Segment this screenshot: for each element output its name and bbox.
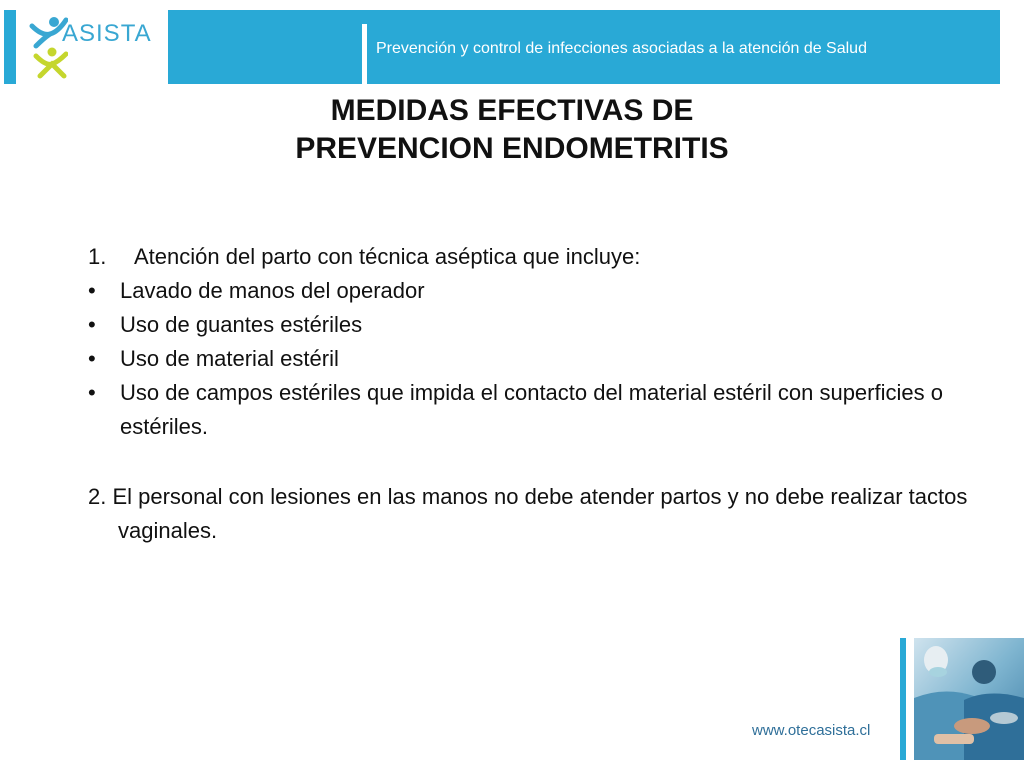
slide-body — [88, 240, 968, 548]
header-divider — [362, 24, 367, 84]
numbered-item-2: 2. El personal con lesiones en las manos no debe atender partos y no debe realizar tactos vaginales. — [88, 484, 968, 543]
bullet-marker: • — [88, 278, 96, 303]
numbered-item-1-text: Atención del parto con técnica aséptica que incluye: — [134, 244, 641, 269]
bullet-item — [88, 376, 968, 444]
logo-text: ASISTA — [62, 20, 152, 47]
header-left-strip — [4, 10, 16, 84]
asista-logo — [28, 12, 158, 80]
header-tagline: Prevención y control de infecciones asociadas a la atención de Salud — [376, 40, 867, 57]
bullet-text: Uso de material estéril — [120, 346, 339, 371]
bullet-marker: • — [88, 380, 96, 405]
slide-title — [112, 92, 912, 168]
surgery-photo — [914, 638, 1024, 760]
footer-url[interactable]: www.otecasista.cl — [752, 722, 871, 739]
slide-title-line-1: MEDIDAS EFECTIVAS DE — [330, 94, 694, 127]
bullet-item — [88, 274, 968, 308]
numbered-item-1-marker: 1. — [88, 244, 107, 269]
bullet-marker: • — [88, 312, 96, 337]
bullet-item — [88, 342, 968, 376]
bullet-text: Uso de campos estériles que impida el contacto del material estéril con superficies o estériles. — [120, 380, 943, 439]
bullet-item — [88, 308, 968, 342]
footer-divider — [900, 638, 906, 760]
surgery-photo-image — [914, 638, 1024, 760]
bullet-text: Lavado de manos del operador — [120, 278, 425, 303]
bullet-text: Uso de guantes estériles — [120, 312, 363, 337]
numbered-item-1 — [88, 240, 968, 274]
bullet-marker: • — [88, 346, 96, 371]
spacer — [88, 444, 968, 480]
slide-title-line-2: PREVENCION ENDOMETRITIS — [295, 132, 729, 165]
